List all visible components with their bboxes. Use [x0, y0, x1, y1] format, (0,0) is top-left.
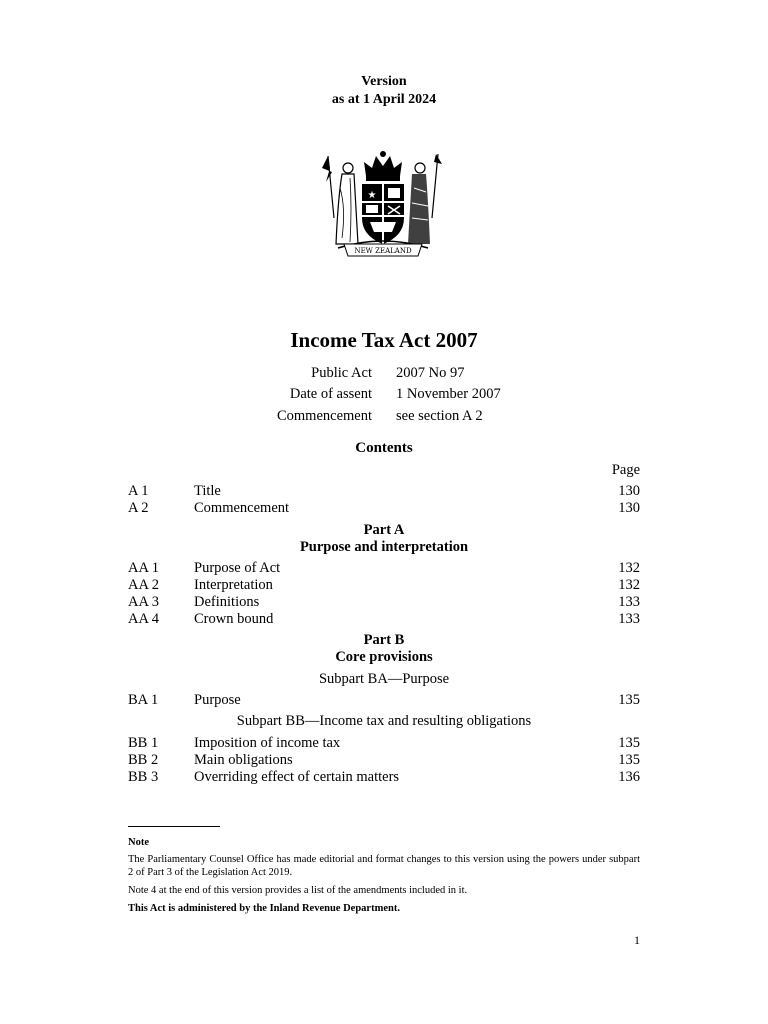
- note-editorial-text: The Parliamentary Counsel Office has made editorial and format changes to this version using the powers under subpart 2 of Part 3 of the Legislation Act 2019.: [128, 854, 640, 878]
- page-number: 1: [634, 933, 640, 947]
- toc-row-number: BB 2: [128, 752, 159, 768]
- toc-row-number: AA 2: [128, 577, 160, 593]
- toc-row-title: Definitions: [194, 594, 260, 610]
- part-b-name: Core provisions: [335, 649, 433, 665]
- toc-row-title: Interpretation: [194, 577, 273, 593]
- toc-row-title: Imposition of income tax: [194, 735, 341, 751]
- part-a-label: Part A: [363, 522, 405, 538]
- toc-row[interactable]: [128, 611, 640, 629]
- toc-row[interactable]: [128, 577, 640, 595]
- toc-row-title: Main obligations: [194, 752, 293, 768]
- toc-row-number: BB 1: [128, 735, 159, 751]
- meta-value-commencement: see section A 2: [396, 408, 483, 424]
- toc-row[interactable]: [128, 752, 640, 770]
- note-administered-text: This Act is administered by the Inland Revenue Department.: [128, 903, 400, 914]
- act-title: Income Tax Act 2007: [290, 328, 478, 352]
- toc-row[interactable]: [128, 500, 640, 518]
- note-label: Note: [128, 837, 149, 848]
- toc-row-title: Crown bound: [194, 611, 274, 627]
- toc-row-title: Purpose of Act: [194, 560, 281, 576]
- toc-row-page: 130: [618, 483, 640, 499]
- toc-row[interactable]: [128, 483, 640, 501]
- meta-label-date-of-assent: Date of assent: [289, 386, 372, 402]
- contents-heading: Contents: [355, 440, 413, 456]
- version-date: as at 1 April 2024: [331, 92, 437, 107]
- toc-row[interactable]: [128, 594, 640, 612]
- toc-row-number: A 2: [128, 500, 149, 516]
- coat-banner-text: NEW ZEALAND: [354, 247, 412, 255]
- toc-row-number: AA 1: [128, 560, 160, 576]
- nz-coat-of-arms-icon: [318, 148, 448, 260]
- svg-text:★: ★: [367, 190, 377, 201]
- version-heading: Version: [361, 74, 407, 89]
- meta-label-public-act: Public Act: [311, 365, 372, 381]
- toc-row-title: Overriding effect of certain matters: [194, 769, 400, 785]
- toc-row[interactable]: [128, 692, 640, 710]
- toc-row-page: 135: [618, 752, 640, 768]
- toc-row-page: 135: [618, 735, 640, 751]
- meta-label-commencement: Commencement: [276, 408, 372, 424]
- meta-value-public-act: 2007 No 97: [396, 365, 465, 381]
- note-amendments-text: Note 4 at the end of this version provides a list of the amendments included in it.: [128, 885, 468, 896]
- toc-row-page: 130: [618, 500, 640, 516]
- toc-row-title: Title: [194, 483, 221, 499]
- toc-row-page: 132: [618, 577, 640, 593]
- part-a-name: Purpose and interpretation: [299, 539, 469, 555]
- toc-row-page: 133: [618, 594, 640, 610]
- toc-row-title: Commencement: [194, 500, 290, 516]
- toc-row-number: AA 3: [128, 594, 160, 610]
- toc-row-title: Purpose: [194, 692, 241, 708]
- toc-row-number: BA 1: [128, 692, 159, 708]
- toc-row-number: A 1: [128, 483, 149, 499]
- toc-row-page: 133: [618, 611, 640, 627]
- toc-row[interactable]: [128, 769, 640, 787]
- toc-row[interactable]: [128, 560, 640, 578]
- toc-row-number: BB 3: [128, 769, 159, 785]
- subpart-bb-heading: Subpart BB—Income tax and resulting obligations: [236, 713, 532, 729]
- note-divider: [128, 826, 220, 827]
- part-b-label: Part B: [363, 632, 405, 648]
- toc-row-page: 132: [618, 560, 640, 576]
- meta-value-date-of-assent: 1 November 2007: [396, 386, 501, 402]
- page-column-label: Page: [611, 462, 640, 478]
- toc-row-number: AA 4: [128, 611, 160, 627]
- toc-row[interactable]: [128, 735, 640, 753]
- toc-row-page: 135: [618, 692, 640, 708]
- subpart-ba-heading: Subpart BA—Purpose: [318, 671, 450, 687]
- toc-row-page: 136: [618, 769, 640, 785]
